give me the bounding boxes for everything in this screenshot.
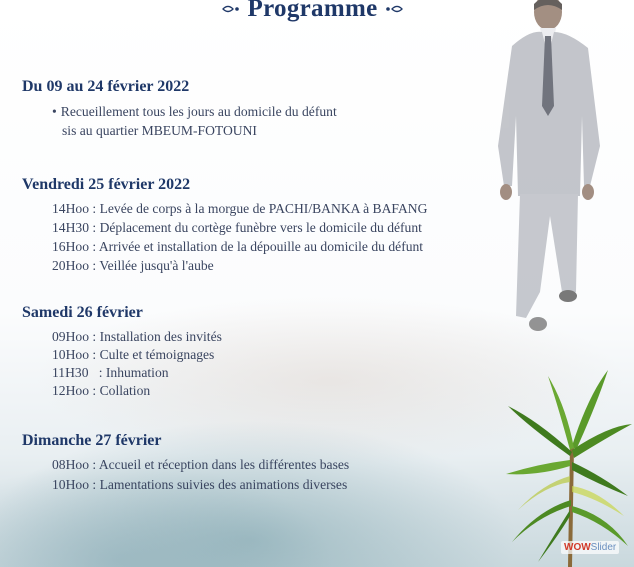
section-title: Dimanche 27 février [22,432,162,449]
section-line: 09Hoo : Installation des invités [52,329,222,344]
left-flourish-icon [222,3,242,15]
title-block [220,0,405,24]
section-title: Samedi 26 février [22,304,143,321]
section-line: • Recueillement tous les jours au domicile du défunt [52,104,337,119]
section-line: sis au quartier MBEUM-FOTOUNI [62,123,257,138]
section-line: 14H30 : Déplacement du cortège funèbre vers le domicile du défunt [52,220,422,235]
plant-image [498,366,634,567]
section-line: 14Hoo : Levée de corps à la morgue de PACHI/BANKA à BAFANG [52,201,428,216]
section-line: 10Hoo : Lamentations suivies des animations diverses [52,477,348,492]
wowslider-watermark: WOWSlider [561,541,619,554]
section-line: 10Hoo : Culte et témoignages [52,347,215,362]
section-title: Vendredi 25 février 2022 [22,176,191,193]
right-flourish-icon [383,3,403,15]
section-line: 11H30 : Inhumation [52,365,169,380]
section-line: 12Hoo : Collation [52,383,151,398]
page-title: Programme [247,0,378,22]
section-title: Du 09 au 24 février 2022 [22,78,190,95]
deceased-photo [490,0,614,336]
section-line: 16Hoo : Arrivée et installation de la dépouille au domicile du défunt [52,239,424,254]
section-line: 08Hoo : Accueil et réception dans les différentes bases [52,457,350,472]
section-line: 20Hoo : Veillée jusqu'à l'aube [52,258,214,273]
